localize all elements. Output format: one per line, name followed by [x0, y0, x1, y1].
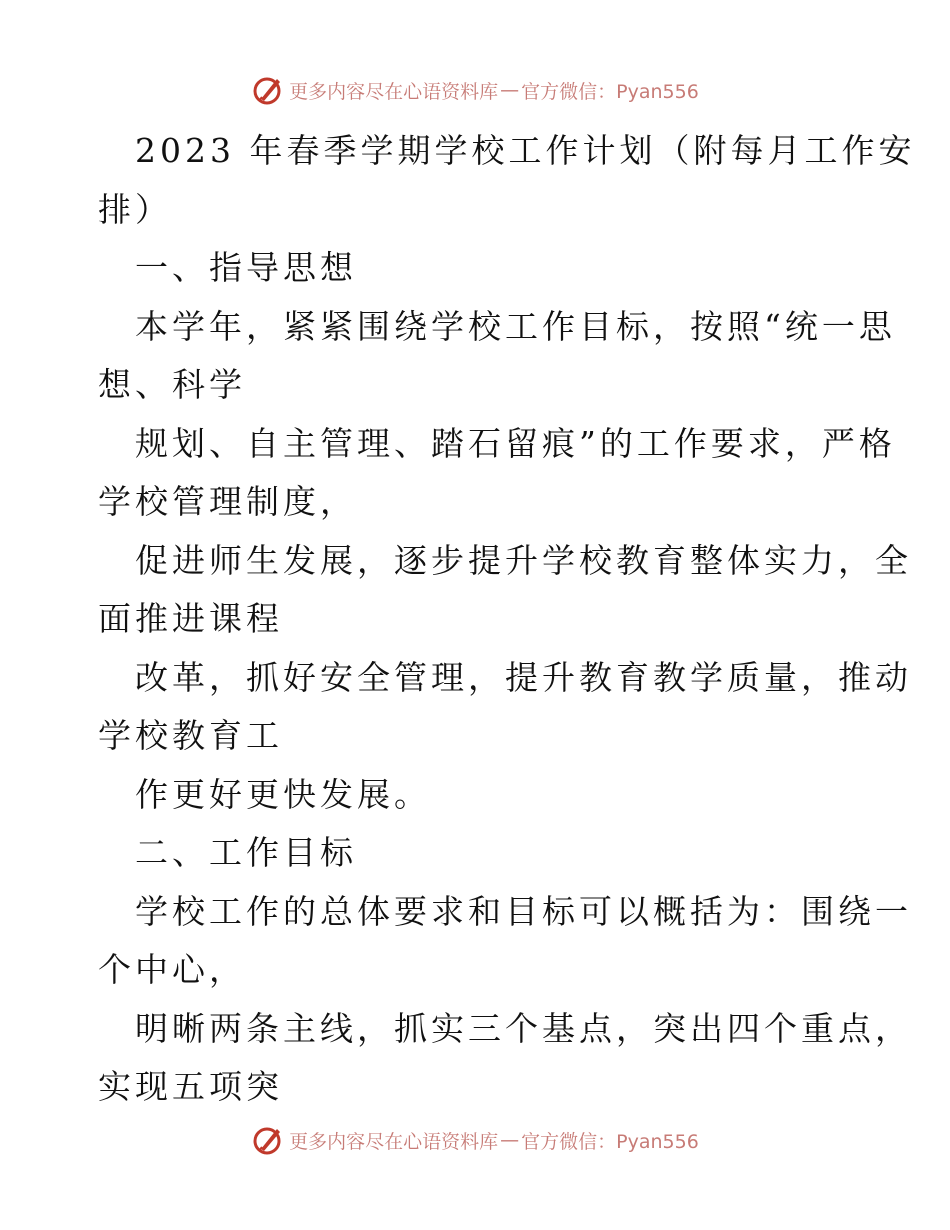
paragraph-line: 规划、自主管理、踏石留痕”的工作要求，严格: [135, 423, 896, 463]
document-title-line-1: 2023 年春季学期学校工作计划（附每月工作安: [135, 131, 916, 170]
paragraph-line: 改革，抓好安全管理，提升教育教学质量，推动: [135, 657, 912, 697]
paragraph-line: 明晰两条主线，抓实三个基点，突出四个重点，: [135, 1008, 912, 1048]
paragraph-line: 个中心，: [98, 950, 246, 989]
section-heading-work-goals: 二、工作目标: [135, 833, 357, 872]
watermark-brand-text: 更多内容尽在心语资料库: [289, 1130, 499, 1153]
paragraph-line: 学校教育工: [98, 716, 283, 755]
paragraph-line: 实现五项突: [98, 1067, 283, 1106]
watermark-wechat-text: 官方微信：Pyan556: [521, 1130, 699, 1153]
watermark-separator: —: [500, 1129, 520, 1151]
paragraph-line: 作更好更快发展。: [135, 774, 431, 814]
document-title-line-2: 排）: [98, 189, 172, 229]
watermark-brand-text: 更多内容尽在心语资料库: [289, 80, 499, 103]
header-watermark: [0, 70, 950, 110]
quill-logo-icon: [251, 73, 285, 107]
paragraph-line: 促进师生发展，逐步提升学校教育整体实力，全: [135, 540, 912, 580]
document-body: [98, 122, 916, 1117]
watermark-separator: —: [500, 79, 520, 101]
quill-logo-icon: [251, 1123, 285, 1157]
paragraph-line: 学校管理制度，: [98, 482, 357, 521]
paragraph-line: 学校工作的总体要求和目标可以概括为：围绕一: [135, 891, 912, 931]
watermark-wechat-text: 官方微信：Pyan556: [521, 80, 699, 103]
paragraph-line: 本学年，紧紧围绕学校工作目标，按照“统一思: [135, 306, 896, 346]
paragraph-line: 面推进课程: [98, 599, 283, 638]
footer-watermark: [0, 1120, 950, 1160]
section-heading-guiding-ideology: 一、指导思想: [135, 248, 357, 287]
paragraph-line: 想、科学: [98, 365, 246, 404]
